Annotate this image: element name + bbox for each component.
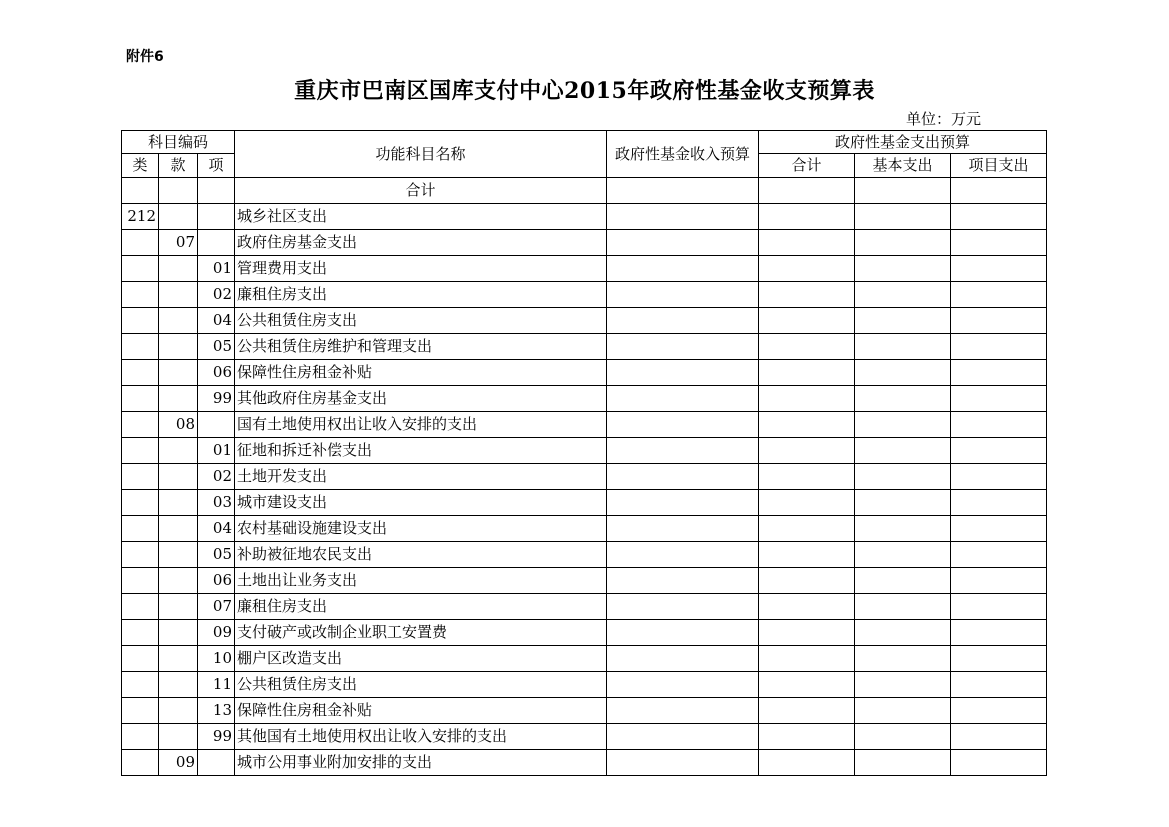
cell-basic-expense bbox=[855, 516, 951, 542]
cell-xiang: 06 bbox=[198, 360, 235, 386]
cell-lei bbox=[122, 724, 159, 750]
cell-basic-expense bbox=[855, 412, 951, 438]
cell-lei bbox=[122, 646, 159, 672]
cell-xiang: 02 bbox=[198, 282, 235, 308]
cell-kuan bbox=[159, 620, 198, 646]
cell-project-expense bbox=[951, 282, 1047, 308]
cell-function-name: 公共租赁住房支出 bbox=[235, 672, 607, 698]
cell-basic-expense bbox=[855, 204, 951, 230]
table-row bbox=[122, 412, 1047, 438]
cell-basic-expense bbox=[855, 698, 951, 724]
cell-lei bbox=[122, 672, 159, 698]
cell-function-name: 保障性住房租金补贴 bbox=[235, 698, 607, 724]
table-row bbox=[122, 698, 1047, 724]
cell-xiang bbox=[198, 204, 235, 230]
header-income-budget: 政府性基金收入预算 bbox=[607, 131, 759, 178]
cell-lei bbox=[122, 256, 159, 282]
cell-lei bbox=[122, 412, 159, 438]
cell-income bbox=[607, 490, 759, 516]
cell-xiang bbox=[198, 750, 235, 776]
table-row bbox=[122, 672, 1047, 698]
cell-function-name: 合计 bbox=[235, 178, 607, 204]
cell-kuan bbox=[159, 308, 198, 334]
header-xiang: 项 bbox=[198, 154, 235, 178]
cell-project-expense bbox=[951, 438, 1047, 464]
cell-project-expense bbox=[951, 308, 1047, 334]
cell-expense-total bbox=[759, 594, 855, 620]
budget-table bbox=[121, 130, 1047, 776]
cell-income bbox=[607, 672, 759, 698]
header-project-expense: 项目支出 bbox=[951, 154, 1047, 178]
cell-function-name: 补助被征地农民支出 bbox=[235, 542, 607, 568]
cell-expense-total bbox=[759, 438, 855, 464]
cell-income bbox=[607, 464, 759, 490]
cell-lei bbox=[122, 230, 159, 256]
cell-function-name: 其他政府住房基金支出 bbox=[235, 386, 607, 412]
cell-xiang: 05 bbox=[198, 542, 235, 568]
cell-lei bbox=[122, 750, 159, 776]
cell-income bbox=[607, 334, 759, 360]
cell-expense-total bbox=[759, 412, 855, 438]
cell-lei: 212 bbox=[122, 204, 159, 230]
cell-basic-expense bbox=[855, 230, 951, 256]
cell-kuan bbox=[159, 568, 198, 594]
cell-project-expense bbox=[951, 542, 1047, 568]
table-row bbox=[122, 464, 1047, 490]
cell-lei bbox=[122, 620, 159, 646]
cell-basic-expense bbox=[855, 438, 951, 464]
cell-kuan bbox=[159, 698, 198, 724]
header-expense-budget: 政府性基金支出预算 bbox=[759, 131, 1047, 154]
cell-basic-expense bbox=[855, 282, 951, 308]
cell-function-name: 廉租住房支出 bbox=[235, 594, 607, 620]
cell-function-name: 土地出让业务支出 bbox=[235, 568, 607, 594]
cell-function-name: 城市公用事业附加安排的支出 bbox=[235, 750, 607, 776]
header-basic-expense: 基本支出 bbox=[855, 154, 951, 178]
table-row bbox=[122, 282, 1047, 308]
cell-project-expense bbox=[951, 620, 1047, 646]
cell-income bbox=[607, 438, 759, 464]
cell-basic-expense bbox=[855, 568, 951, 594]
cell-function-name: 土地开发支出 bbox=[235, 464, 607, 490]
cell-xiang: 06 bbox=[198, 568, 235, 594]
attachment-label: 附件6 bbox=[126, 49, 164, 65]
table-row bbox=[122, 256, 1047, 282]
cell-xiang: 02 bbox=[198, 464, 235, 490]
cell-lei bbox=[122, 568, 159, 594]
cell-basic-expense bbox=[855, 724, 951, 750]
cell-xiang: 04 bbox=[198, 308, 235, 334]
cell-income bbox=[607, 360, 759, 386]
cell-project-expense bbox=[951, 204, 1047, 230]
table-row bbox=[122, 490, 1047, 516]
cell-xiang bbox=[198, 412, 235, 438]
cell-basic-expense bbox=[855, 672, 951, 698]
cell-kuan bbox=[159, 594, 198, 620]
cell-project-expense bbox=[951, 516, 1047, 542]
header-total: 合计 bbox=[759, 154, 855, 178]
cell-expense-total bbox=[759, 646, 855, 672]
cell-lei bbox=[122, 490, 159, 516]
cell-lei bbox=[122, 386, 159, 412]
cell-basic-expense bbox=[855, 334, 951, 360]
unit-label: 单位：万元 bbox=[906, 110, 982, 128]
cell-lei bbox=[122, 464, 159, 490]
header-kuan: 款 bbox=[159, 154, 198, 178]
table-row bbox=[122, 568, 1047, 594]
cell-xiang: 99 bbox=[198, 386, 235, 412]
cell-expense-total bbox=[759, 750, 855, 776]
cell-lei bbox=[122, 360, 159, 386]
cell-basic-expense bbox=[855, 308, 951, 334]
table-row bbox=[122, 204, 1047, 230]
cell-kuan: 09 bbox=[159, 750, 198, 776]
cell-kuan: 07 bbox=[159, 230, 198, 256]
cell-expense-total bbox=[759, 464, 855, 490]
cell-kuan bbox=[159, 464, 198, 490]
cell-lei bbox=[122, 282, 159, 308]
cell-expense-total bbox=[759, 282, 855, 308]
header-subject-code: 科目编码 bbox=[122, 131, 235, 154]
cell-project-expense bbox=[951, 724, 1047, 750]
cell-project-expense bbox=[951, 568, 1047, 594]
cell-income bbox=[607, 594, 759, 620]
cell-income bbox=[607, 308, 759, 334]
cell-income bbox=[607, 412, 759, 438]
cell-kuan bbox=[159, 256, 198, 282]
cell-expense-total bbox=[759, 698, 855, 724]
cell-basic-expense bbox=[855, 646, 951, 672]
cell-kuan bbox=[159, 334, 198, 360]
cell-function-name: 管理费用支出 bbox=[235, 256, 607, 282]
cell-expense-total bbox=[759, 386, 855, 412]
cell-income bbox=[607, 230, 759, 256]
cell-expense-total bbox=[759, 542, 855, 568]
cell-function-name: 政府住房基金支出 bbox=[235, 230, 607, 256]
cell-kuan bbox=[159, 360, 198, 386]
table-row bbox=[122, 594, 1047, 620]
cell-kuan bbox=[159, 386, 198, 412]
table-row bbox=[122, 542, 1047, 568]
cell-income bbox=[607, 568, 759, 594]
cell-xiang: 01 bbox=[198, 256, 235, 282]
cell-income bbox=[607, 178, 759, 204]
cell-basic-expense bbox=[855, 750, 951, 776]
cell-xiang: 04 bbox=[198, 516, 235, 542]
table-row bbox=[122, 724, 1047, 750]
table-row bbox=[122, 516, 1047, 542]
cell-lei bbox=[122, 308, 159, 334]
cell-project-expense bbox=[951, 386, 1047, 412]
cell-function-name: 国有土地使用权出让收入安排的支出 bbox=[235, 412, 607, 438]
cell-expense-total bbox=[759, 230, 855, 256]
header-function-name: 功能科目名称 bbox=[235, 131, 607, 178]
cell-xiang: 09 bbox=[198, 620, 235, 646]
cell-basic-expense bbox=[855, 360, 951, 386]
table-row bbox=[122, 620, 1047, 646]
cell-xiang bbox=[198, 230, 235, 256]
cell-expense-total bbox=[759, 360, 855, 386]
cell-expense-total bbox=[759, 308, 855, 334]
cell-kuan bbox=[159, 516, 198, 542]
cell-income bbox=[607, 646, 759, 672]
cell-project-expense bbox=[951, 412, 1047, 438]
cell-project-expense bbox=[951, 464, 1047, 490]
cell-lei bbox=[122, 516, 159, 542]
cell-income bbox=[607, 542, 759, 568]
cell-function-name: 城乡社区支出 bbox=[235, 204, 607, 230]
cell-function-name: 公共租赁住房维护和管理支出 bbox=[235, 334, 607, 360]
cell-basic-expense bbox=[855, 542, 951, 568]
cell-xiang: 99 bbox=[198, 724, 235, 750]
cell-expense-total bbox=[759, 672, 855, 698]
cell-expense-total bbox=[759, 724, 855, 750]
cell-income bbox=[607, 516, 759, 542]
cell-expense-total bbox=[759, 204, 855, 230]
cell-income bbox=[607, 256, 759, 282]
cell-lei bbox=[122, 334, 159, 360]
cell-project-expense bbox=[951, 490, 1047, 516]
cell-kuan bbox=[159, 178, 198, 204]
cell-income bbox=[607, 282, 759, 308]
cell-income bbox=[607, 724, 759, 750]
cell-lei bbox=[122, 594, 159, 620]
cell-kuan bbox=[159, 490, 198, 516]
cell-function-name: 其他国有土地使用权出让收入安排的支出 bbox=[235, 724, 607, 750]
cell-function-name: 棚户区改造支出 bbox=[235, 646, 607, 672]
table-row bbox=[122, 646, 1047, 672]
cell-project-expense bbox=[951, 334, 1047, 360]
cell-expense-total bbox=[759, 490, 855, 516]
cell-project-expense bbox=[951, 230, 1047, 256]
cell-income bbox=[607, 620, 759, 646]
cell-project-expense bbox=[951, 594, 1047, 620]
cell-income bbox=[607, 698, 759, 724]
cell-kuan: 08 bbox=[159, 412, 198, 438]
cell-function-name: 廉租住房支出 bbox=[235, 282, 607, 308]
header-lei: 类 bbox=[122, 154, 159, 178]
cell-expense-total bbox=[759, 256, 855, 282]
cell-basic-expense bbox=[855, 620, 951, 646]
cell-function-name: 公共租赁住房支出 bbox=[235, 308, 607, 334]
cell-xiang bbox=[198, 178, 235, 204]
table-row bbox=[122, 230, 1047, 256]
cell-project-expense bbox=[951, 750, 1047, 776]
cell-basic-expense bbox=[855, 594, 951, 620]
cell-expense-total bbox=[759, 334, 855, 360]
cell-expense-total bbox=[759, 178, 855, 204]
cell-income bbox=[607, 204, 759, 230]
cell-basic-expense bbox=[855, 178, 951, 204]
table-row bbox=[122, 386, 1047, 412]
cell-kuan bbox=[159, 672, 198, 698]
cell-kuan bbox=[159, 646, 198, 672]
cell-xiang: 01 bbox=[198, 438, 235, 464]
cell-basic-expense bbox=[855, 490, 951, 516]
cell-project-expense bbox=[951, 256, 1047, 282]
cell-project-expense bbox=[951, 360, 1047, 386]
cell-expense-total bbox=[759, 516, 855, 542]
cell-project-expense bbox=[951, 698, 1047, 724]
cell-kuan bbox=[159, 282, 198, 308]
cell-xiang: 13 bbox=[198, 698, 235, 724]
cell-lei bbox=[122, 542, 159, 568]
cell-project-expense bbox=[951, 646, 1047, 672]
cell-xiang: 03 bbox=[198, 490, 235, 516]
table-row bbox=[122, 178, 1047, 204]
cell-income bbox=[607, 386, 759, 412]
table-row bbox=[122, 750, 1047, 776]
cell-lei bbox=[122, 698, 159, 724]
cell-kuan bbox=[159, 724, 198, 750]
table-row bbox=[122, 334, 1047, 360]
cell-expense-total bbox=[759, 620, 855, 646]
cell-function-name: 城市建设支出 bbox=[235, 490, 607, 516]
cell-kuan bbox=[159, 204, 198, 230]
cell-project-expense bbox=[951, 672, 1047, 698]
cell-income bbox=[607, 750, 759, 776]
cell-basic-expense bbox=[855, 386, 951, 412]
cell-function-name: 农村基础设施建设支出 bbox=[235, 516, 607, 542]
cell-basic-expense bbox=[855, 256, 951, 282]
cell-lei bbox=[122, 438, 159, 464]
cell-xiang: 05 bbox=[198, 334, 235, 360]
cell-kuan bbox=[159, 542, 198, 568]
cell-function-name: 支付破产或改制企业职工安置费 bbox=[235, 620, 607, 646]
cell-function-name: 征地和拆迁补偿支出 bbox=[235, 438, 607, 464]
cell-basic-expense bbox=[855, 464, 951, 490]
cell-expense-total bbox=[759, 568, 855, 594]
cell-xiang: 07 bbox=[198, 594, 235, 620]
table-row bbox=[122, 308, 1047, 334]
table-row bbox=[122, 360, 1047, 386]
cell-xiang: 10 bbox=[198, 646, 235, 672]
table-row bbox=[122, 438, 1047, 464]
cell-function-name: 保障性住房租金补贴 bbox=[235, 360, 607, 386]
cell-project-expense bbox=[951, 178, 1047, 204]
cell-xiang: 11 bbox=[198, 672, 235, 698]
page-title: 重庆市巴南区国库支付中心2015年政府性基金收支预算表 bbox=[294, 78, 875, 104]
cell-kuan bbox=[159, 438, 198, 464]
cell-lei bbox=[122, 178, 159, 204]
